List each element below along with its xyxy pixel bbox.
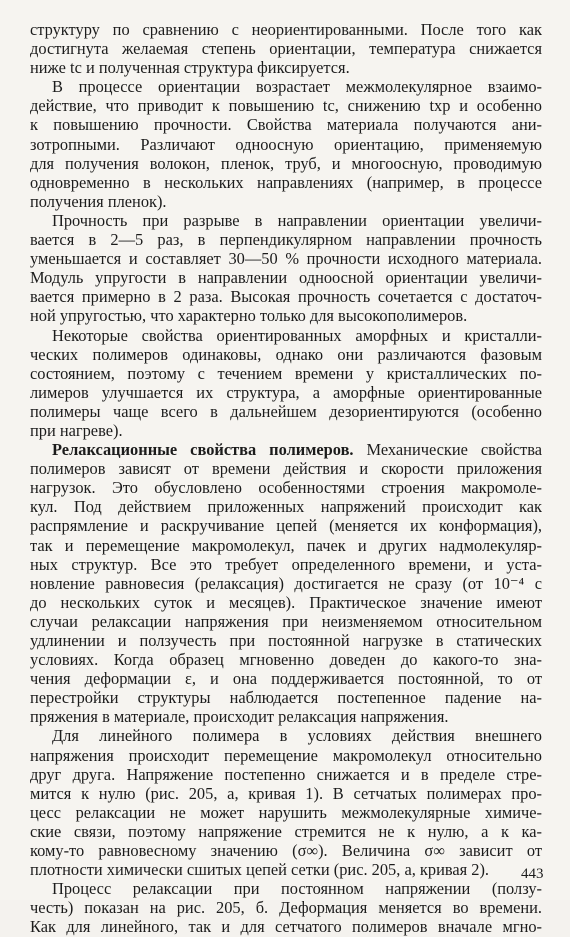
text-line: перестройки структуры наблюдается постепенное падение на-	[30, 688, 542, 708]
text-line: получения пленок).	[30, 191, 167, 211]
text-line: вается примерно в 2 раза. Высокая прочность сочетается с достаточ-	[30, 287, 542, 307]
text-line: действие, что приводит к повышению tс, снижению tхр и особенно	[30, 96, 542, 116]
text-line: ческих полимеров одинаковы, однако они различаются фазовым	[30, 344, 542, 364]
text-line	[30, 440, 542, 459]
page-number: 443	[521, 866, 544, 882]
text-line: достигнута желаемая степень ориентации, температура снижается	[30, 39, 542, 59]
text-line: Прочность при разрыве в направлении ориентации увеличи-	[52, 210, 542, 230]
paragraph	[30, 77, 542, 211]
text-line: В процессе ориентации возрастает межмолекулярное взаимо-	[52, 77, 542, 97]
text-line: уменьшается и составляет 30—50 % прочности исходного материала.	[30, 249, 542, 269]
text-line: при нагреве).	[30, 420, 123, 440]
text-line: лимеров улучшается их структура, а аморфные ориентированные	[30, 382, 542, 402]
paragraph	[30, 726, 542, 879]
text-line: пряжения в материале, происходит релаксация напряжения.	[30, 707, 449, 727]
text-run: Механические свойства	[353, 440, 542, 460]
text-line: мится к нулю (рис. 205, а, кривая 1). В сетчатых полимерах про-	[30, 783, 542, 803]
text-line: Некоторые свойства ориентированных аморфных и кристалли-	[52, 325, 542, 345]
text-line: ных структур. Все это требует определенного времени, и уста-	[30, 554, 542, 574]
text-line: Как для линейного, так и для сетчатого полимеров вначале мгно-	[30, 917, 542, 937]
text-line: цесс релаксации не может нарушить межмолекулярные химиче-	[30, 802, 542, 822]
text-line: одновременно в нескольких направлениях (например, в процессе	[30, 172, 542, 192]
text-line: нагрузок. Это обусловлено особенностями строения макромоле-	[30, 478, 542, 498]
text-line: распрямление и раскручивание цепей (меняется их конформация),	[30, 516, 542, 536]
body-text	[30, 20, 542, 937]
text-line: полимеры чаще всего в дальнейшем дезориентируются (особенно	[30, 401, 542, 421]
text-line: условиях. Когда образец мгновенно доведен до какого-то зна-	[30, 650, 542, 670]
text-line: честь) показан на рис. 205, б. Деформация меняется во времени.	[30, 898, 542, 918]
text-line: структуру по сравнению с неориентированными. После того как	[30, 20, 542, 39]
text-line: Для линейного полимера в условиях действия внешнего	[52, 726, 542, 746]
paragraph	[30, 326, 542, 441]
text-line: кул. Под действием приложенных напряжений происходит как	[30, 497, 542, 517]
text-line: состоянием, поэтому с течением времени у кристаллических по-	[30, 363, 542, 383]
text-line: Процесс релаксации при постоянном напряжении (ползу-	[52, 879, 542, 899]
text-line: ной упругостью, что характерно только для высокополимеров.	[30, 306, 468, 326]
paragraph	[30, 440, 542, 726]
text-line: кому-то равновесному значению (σ∞). Величина σ∞ зависит от	[30, 841, 542, 861]
text-line: случаи релаксации напряжения при неизменяемом относительном	[30, 611, 542, 631]
text-line: зотропными. Различают одноосную ориентацию, применяемую	[30, 134, 542, 154]
text-line: удлинении и ползучесть при постоянной нагрузке в статических	[30, 631, 542, 650]
text-line: плотности химически сшитых цепей сетки (рис. 205, а, кривая 2).	[30, 860, 490, 880]
text-line: друг друга. Напряжение постепенно снижается и в пределе стре-	[30, 764, 542, 784]
paragraph	[30, 20, 542, 77]
paragraph	[30, 211, 542, 326]
text-line: Модуль упругости в направлении одноосной ориентации увеличи-	[30, 268, 542, 288]
text-line: новление равновесия (релаксация) достигается не сразу (от 10⁻⁴ с	[30, 573, 542, 593]
text-line: к повышению прочности. Свойства материала получаются ани-	[30, 115, 542, 135]
text-line: полимеров зависят от времени действия и скорости приложения	[30, 459, 542, 479]
text-line: ниже tс и полученная структура фиксируется.	[30, 58, 350, 78]
text-line: так и перемещение макромолекул, пачек и других надмолекуляр-	[30, 535, 542, 555]
text-line: вается в 2—5 раз, в перпендикулярном направлении прочность	[30, 230, 542, 250]
text-line: ские связи, поэтому напряжение стремится не к нулю, а к ка-	[30, 821, 542, 841]
text-line: чения деформации ε, и она поддерживается постоянной, то от	[30, 669, 542, 689]
text-line: напряжения происходит перемещение макромолекул относительно	[30, 745, 542, 765]
text-line: для получения волокон, пленок, труб, и многоосную, проводимую	[30, 153, 542, 173]
paragraph	[30, 879, 542, 936]
section-heading: Релаксационные свойства полимеров.	[52, 440, 354, 460]
text-line: до нескольких суток и месяцев). Практическое значение имеют	[30, 592, 542, 612]
